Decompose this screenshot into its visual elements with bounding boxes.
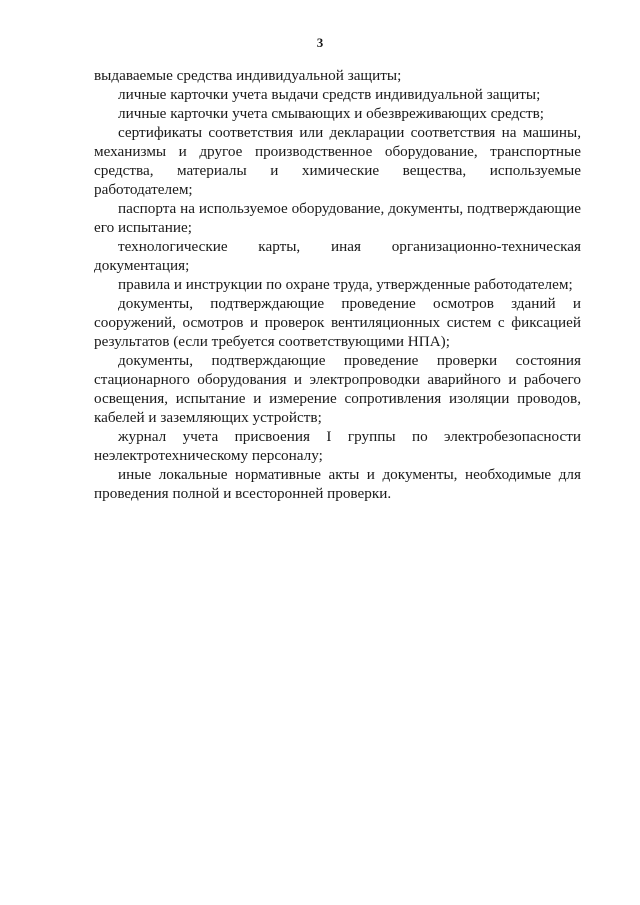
page-number: 3 bbox=[316, 35, 324, 50]
list-item-electrical-inspections: документы, подтверждающие проведение проверки состояния стационарного оборудования и электропроводки аварийного и рабочего освещения, испытание и измерение сопротивления изоляции проводов, кабелей и заземляющих устройств; bbox=[94, 352, 581, 426]
list-item-ppe-issued: выдаваемые средства индивидуальной защиты; bbox=[94, 67, 402, 84]
list-item-electrical-safety-journal: журнал учета присвоения I группы по электробезопасности неэлектротехническому персоналу; bbox=[94, 428, 581, 464]
list-item-equipment-passports: паспорта на используемое оборудование, документы, подтверждающие его испытание; bbox=[94, 200, 581, 236]
document-body bbox=[94, 66, 581, 503]
list-item-safety-rules: правила и инструкции по охране труда, утвержденные работодателем; bbox=[118, 276, 573, 293]
list-item-other-local-acts: иные локальные нормативные акты и документы, необходимые для проведения полной и всесторонней проверки. bbox=[94, 466, 581, 502]
list-item-certificates: сертификаты соответствия или декларации соответствия на машины, механизмы и другое производственное оборудование, транспортные средства, материалы и химические вещества, используемые работодателем; bbox=[94, 124, 581, 198]
list-item-ppe-cards: личные карточки учета выдачи средств индивидуальной защиты; bbox=[118, 86, 541, 103]
list-item-building-inspections: документы, подтверждающие проведение осмотров зданий и сооружений, осмотров и проверок вентиляционных систем с фиксацией результатов (если требуется соответствующими НПА); bbox=[94, 295, 581, 350]
list-item-technological-maps: технологические карты, иная организационно-техническая документация; bbox=[94, 238, 581, 274]
list-item-washing-agents-cards: личные карточки учета смывающих и обезвреживающих средств; bbox=[118, 105, 544, 122]
